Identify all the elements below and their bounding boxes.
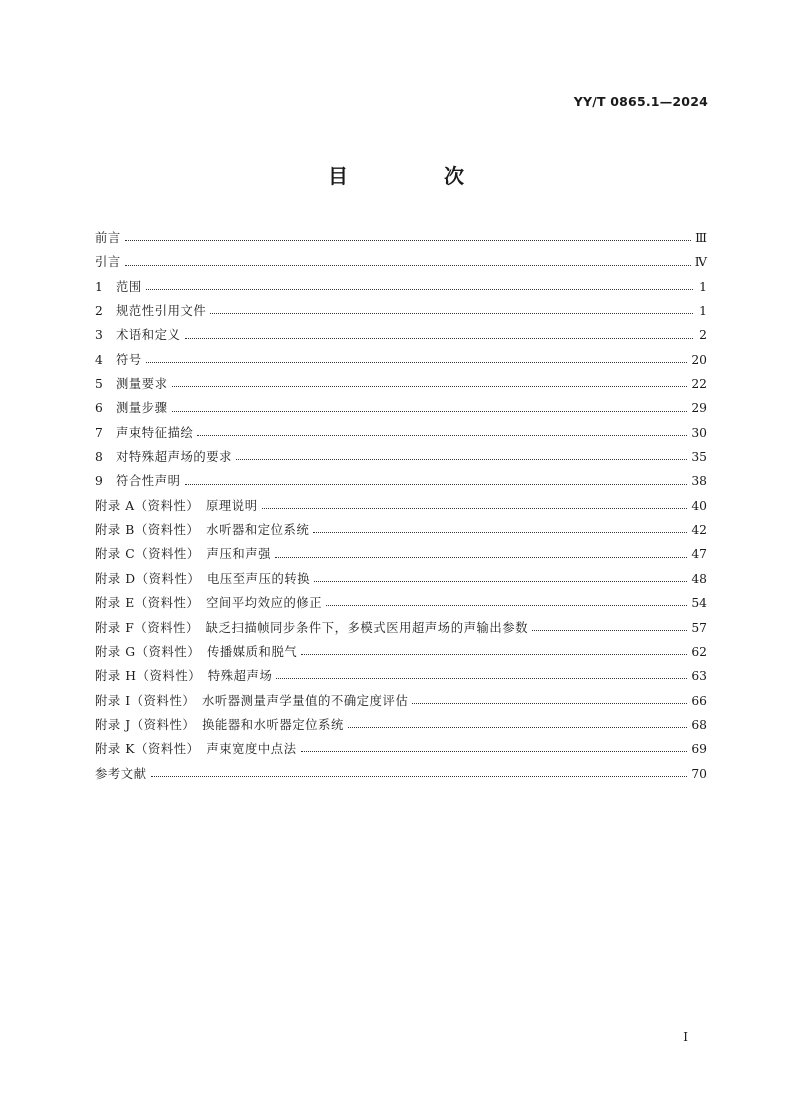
toc-dot-leader <box>326 598 687 608</box>
toc-entry[interactable] <box>95 591 707 615</box>
toc-dot-leader <box>301 744 688 754</box>
toc-entry-page: 57 <box>691 620 707 635</box>
toc-entry-page: 35 <box>691 450 707 465</box>
toc-entry-page: 29 <box>691 401 707 416</box>
toc-dot-leader <box>185 331 694 341</box>
toc-entry[interactable] <box>95 226 707 250</box>
toc-dot-leader <box>236 452 687 462</box>
toc-entry-title: 附录 D（资料性） 电压至声压的转换 <box>95 571 311 586</box>
toc-entry-page: 1 <box>699 304 707 319</box>
toc-entry-number: 4 <box>95 352 103 367</box>
toc-entry-page: 22 <box>691 377 707 392</box>
toc-entry-page: 66 <box>691 693 707 708</box>
toc-dot-leader <box>146 282 693 292</box>
toc-entry-title: 测量步骤 <box>116 401 168 416</box>
toc-entry-title: 附录 J（资料性） 换能器和水听器定位系统 <box>95 717 344 732</box>
toc-entry-page: 68 <box>691 717 707 732</box>
toc-entry[interactable] <box>95 348 707 372</box>
toc-entry-page: 63 <box>691 669 707 684</box>
toc-entry-page: Ⅳ <box>694 255 707 270</box>
toc-dot-leader <box>275 550 687 560</box>
toc-entry-number: 8 <box>95 450 103 465</box>
toc-entry-page: 47 <box>691 547 707 562</box>
page-title: 目 次 <box>328 164 502 188</box>
toc-entry-title: 附录 H（资料性） 特殊超声场 <box>95 669 273 684</box>
toc-entry-title: 附录 K（资料性） 声束宽度中点法 <box>95 742 297 757</box>
toc-entry[interactable] <box>95 762 707 786</box>
toc-entry[interactable] <box>95 737 707 761</box>
standard-code: YY/T 0865.1—2024 <box>573 94 708 109</box>
toc-dot-leader <box>210 306 693 316</box>
toc-entry-title: 参考文献 <box>95 766 147 781</box>
toc-dot-leader <box>314 574 687 584</box>
toc-dot-leader <box>412 696 687 706</box>
toc-entry[interactable] <box>95 299 707 323</box>
toc-entry-number: 7 <box>95 425 103 440</box>
toc-entry-title: 附录 A（资料性） 原理说明 <box>95 498 258 513</box>
toc-entry-title: 附录 C（资料性） 声压和声强 <box>95 547 272 562</box>
toc-entry[interactable] <box>95 567 707 591</box>
toc-entry[interactable] <box>95 275 707 299</box>
toc-entry-title: 附录 I（资料性） 水听器测量声学量值的不确定度评估 <box>95 693 409 708</box>
toc-dot-leader <box>532 623 687 633</box>
page-number: Ⅰ <box>683 1030 688 1044</box>
toc-entry-title: 附录 B（资料性） 水听器和定位系统 <box>95 523 310 538</box>
toc-entry[interactable] <box>95 396 707 420</box>
toc-entry-title: 术语和定义 <box>116 328 181 343</box>
toc-entry[interactable] <box>95 323 707 347</box>
toc-entry-title: 对特殊超声场的要求 <box>116 450 233 465</box>
toc-entry-title: 符号 <box>116 352 142 367</box>
toc-dot-leader <box>146 355 688 365</box>
toc-entry[interactable] <box>95 518 707 542</box>
toc-dot-leader <box>172 404 688 414</box>
toc-entry-number: 9 <box>95 474 103 489</box>
toc-entry-page: 38 <box>691 474 707 489</box>
toc-dot-leader <box>185 477 688 487</box>
toc-entry-title: 附录 F（资料性） 缺乏扫描帧同步条件下，多模式医用超声场的声输出参数 <box>95 620 529 635</box>
toc-entry-number: 6 <box>95 401 103 416</box>
toc-entry-page: 54 <box>691 596 707 611</box>
toc-entry[interactable] <box>95 421 707 445</box>
toc-dot-leader <box>348 720 687 730</box>
toc-entry-page: 40 <box>691 498 707 513</box>
toc-entry-page: Ⅲ <box>695 231 707 245</box>
toc-entry-number: 5 <box>95 377 103 392</box>
toc-entry-title: 测量要求 <box>116 377 168 392</box>
toc-entry-title: 附录 G（资料性） 传播媒质和脱气 <box>95 644 298 659</box>
toc-dot-leader <box>262 501 688 511</box>
toc-dot-leader <box>276 671 687 681</box>
toc-entry-title: 附录 E（资料性） 空间平均效应的修正 <box>95 596 323 611</box>
toc-entry[interactable] <box>95 664 707 688</box>
toc-entry-page: 30 <box>691 425 707 440</box>
toc-entry-title: 范围 <box>116 279 142 294</box>
toc-dot-leader <box>313 525 687 535</box>
toc-dot-leader <box>151 769 688 779</box>
toc-entry[interactable] <box>95 469 707 493</box>
toc-dot-leader <box>125 258 691 268</box>
toc-entry-page: 2 <box>699 328 707 343</box>
toc-entry-title: 符合性声明 <box>116 474 181 489</box>
toc-entry[interactable] <box>95 445 707 469</box>
toc-dot-leader <box>125 233 691 243</box>
toc-entry-page: 69 <box>691 742 707 757</box>
toc-entry-page: 20 <box>691 352 707 367</box>
toc-entry[interactable] <box>95 689 707 713</box>
toc-entry-title: 规范性引用文件 <box>116 304 207 319</box>
toc-entry[interactable] <box>95 616 707 640</box>
toc-entry-page: 1 <box>699 279 707 294</box>
toc-entry-title: 声束特征描绘 <box>116 425 194 440</box>
toc-dot-leader <box>197 428 687 438</box>
toc-entry-page: 42 <box>691 523 707 538</box>
toc-entry[interactable] <box>95 640 707 664</box>
toc-entry[interactable] <box>95 542 707 566</box>
toc-entry-title: 前言 <box>95 231 121 245</box>
toc-entry[interactable] <box>95 250 707 274</box>
toc-entry-page: 62 <box>691 644 707 659</box>
toc-entry[interactable] <box>95 372 707 396</box>
toc-entry-title: 引言 <box>95 255 121 270</box>
table-of-contents <box>95 226 707 786</box>
toc-entry-number: 1 <box>95 279 103 294</box>
toc-entry-number: 2 <box>95 304 103 319</box>
toc-entry-number: 3 <box>95 328 103 343</box>
toc-entry-page: 48 <box>691 571 707 586</box>
toc-dot-leader <box>301 647 687 657</box>
toc-entry[interactable] <box>95 494 707 518</box>
toc-entry[interactable] <box>95 713 707 737</box>
toc-entry-page: 70 <box>691 766 707 781</box>
toc-dot-leader <box>172 379 688 389</box>
